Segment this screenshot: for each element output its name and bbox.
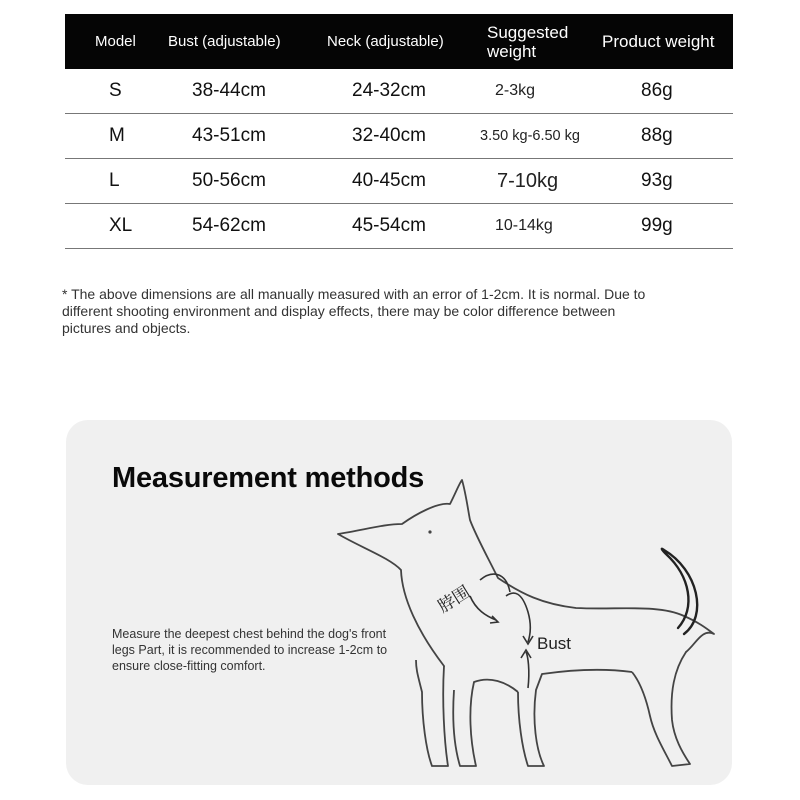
table-row [65,69,733,114]
cell-neck: 32-40cm [352,125,426,146]
cell-model: L [109,170,120,191]
measurement-card [66,420,732,785]
cell-product-weight: 86g [641,80,673,101]
neck-label: 脖围 [434,582,474,617]
cell-bust: 50-56cm [192,170,266,191]
cell-neck: 24-32cm [352,80,426,101]
size-table [65,14,733,249]
cell-model: XL [109,215,133,236]
header-product-weight: Product weight [602,32,715,51]
cell-product-weight: 93g [641,170,673,191]
header-suggested-weight [487,14,568,69]
measurement-title: Measurement methods [112,462,425,494]
table-row [65,204,733,249]
header-model: Model [95,33,136,50]
cell-weight: 3.50 kg-6.50 kg [480,128,580,144]
cell-weight: 2-3kg [495,82,536,99]
measurement-note: * The above dimensions are all manually measured with an error of 1-2cm. It is normal. Due to different shooting environment and display effects, there may be color difference between pictures and objects. [62,286,646,336]
cell-weight: 10-14kg [495,217,553,234]
cell-weight: 7-10kg [497,169,559,192]
cell-product-weight: 88g [641,125,673,146]
cell-product-weight: 99g [641,215,673,236]
header-bust: Bust (adjustable) [168,33,281,50]
cell-bust: 43-51cm [192,125,266,146]
header-suggested-weight-line1: Suggested [487,22,569,42]
cell-model: M [109,125,125,146]
header-suggested-weight-line2: weight [487,41,537,61]
header-neck: Neck (adjustable) [327,33,444,50]
bust-label: Bust [537,634,572,653]
measurement-description: Measure the deepest chest behind the dog's front legs Part, it is recommended to increase 1-2cm to ensure close-fitting comfort. [112,627,388,673]
table-header [65,14,733,69]
cell-model: S [109,80,122,101]
cell-bust: 54-62cm [192,215,266,236]
cell-bust: 38-44cm [192,80,266,101]
table-row [65,159,733,204]
cell-neck: 40-45cm [352,170,426,191]
table-row [65,114,733,159]
cell-neck: 45-54cm [352,215,426,236]
